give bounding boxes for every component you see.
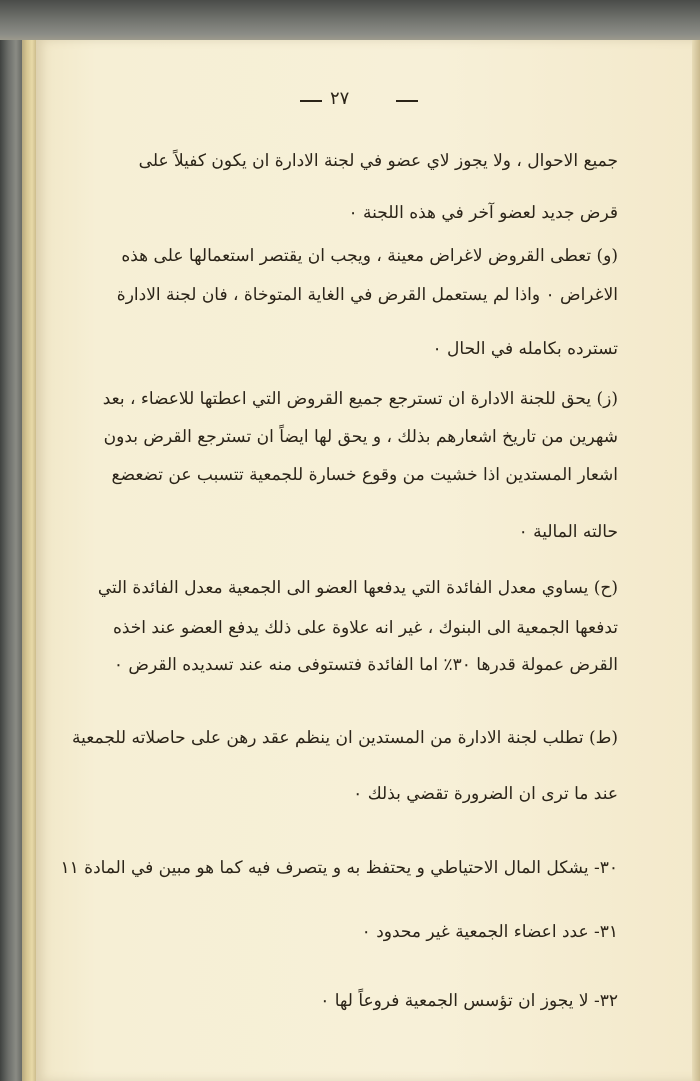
text-line: عند ما ترى ان الضرورة تقضي بذلك ٠	[353, 784, 618, 804]
text-line: تسترده بكامله في الحال ٠	[432, 339, 618, 359]
text-line: تدفعها الجمعية الى البنوك ، غير انه علاوة على ذلك يدفع العضو عند اخذه	[112, 618, 618, 638]
article-31: ٣١- عدد اعضاء الجمعية غير محدود ٠	[361, 922, 618, 942]
text-line: قرض جديد لعضو آخر في هذه اللجنة ٠	[348, 203, 618, 223]
page-right-edge	[692, 40, 700, 1081]
page-number-dash-left	[300, 100, 322, 102]
page-number: ٢٧	[330, 88, 350, 109]
text-line: جميع الاحوال ، ولا يجوز لاي عضو في لجنة الادارة ان يكون كفيلاً على	[138, 151, 618, 171]
book-spine	[22, 40, 36, 1081]
text-line: القرض عمولة قدرها ٣٠٪ اما الفائدة فتستوفى منه عند تسديده القرض ٠	[113, 655, 618, 675]
text-line: شهرين من تاريخ اشعارهم بذلك ، و يحق لها ايضاً ان تسترجع القرض بدون	[103, 427, 618, 447]
text-line: الاغراض ٠ واذا لم يستعمل القرض في الغاية المتوخاة ، فان لجنة الادارة	[116, 285, 618, 305]
text-line: اشعار المستدين اذا خشيت من وقوع خسارة للجمعية تتسبب عن تضعضع	[111, 465, 618, 485]
text-line: حالته المالية ٠	[518, 522, 618, 542]
text-line: (ح) يساوي معدل الفائدة التي يدفعها العضو الى الجمعية معدل الفائدة التي	[97, 578, 618, 598]
text-line: (ز) يحق للجنة الادارة ان تسترجع جميع القروض التي اعطتها للاعضاء ، بعد	[102, 389, 618, 409]
article-30: ٣٠- يشكل المال الاحتياطي و يحتفظ به و يتصرف فيه كما هو مبين في المادة ١١	[60, 858, 618, 878]
article-32: ٣٢- لا يجوز ان تؤسس الجمعية فروعاً لها ٠	[320, 991, 618, 1011]
page-number-dash-right	[396, 100, 418, 102]
text-line: (و) تعطى القروض لاغراض معينة ، ويجب ان يقتصر استعمالها على هذه	[121, 246, 618, 266]
text-line: (ط) تطلب لجنة الادارة من المستدين ان ينظم عقد رهن على حاصلاته للجمعية	[72, 728, 618, 748]
book-top-edge	[0, 0, 700, 40]
